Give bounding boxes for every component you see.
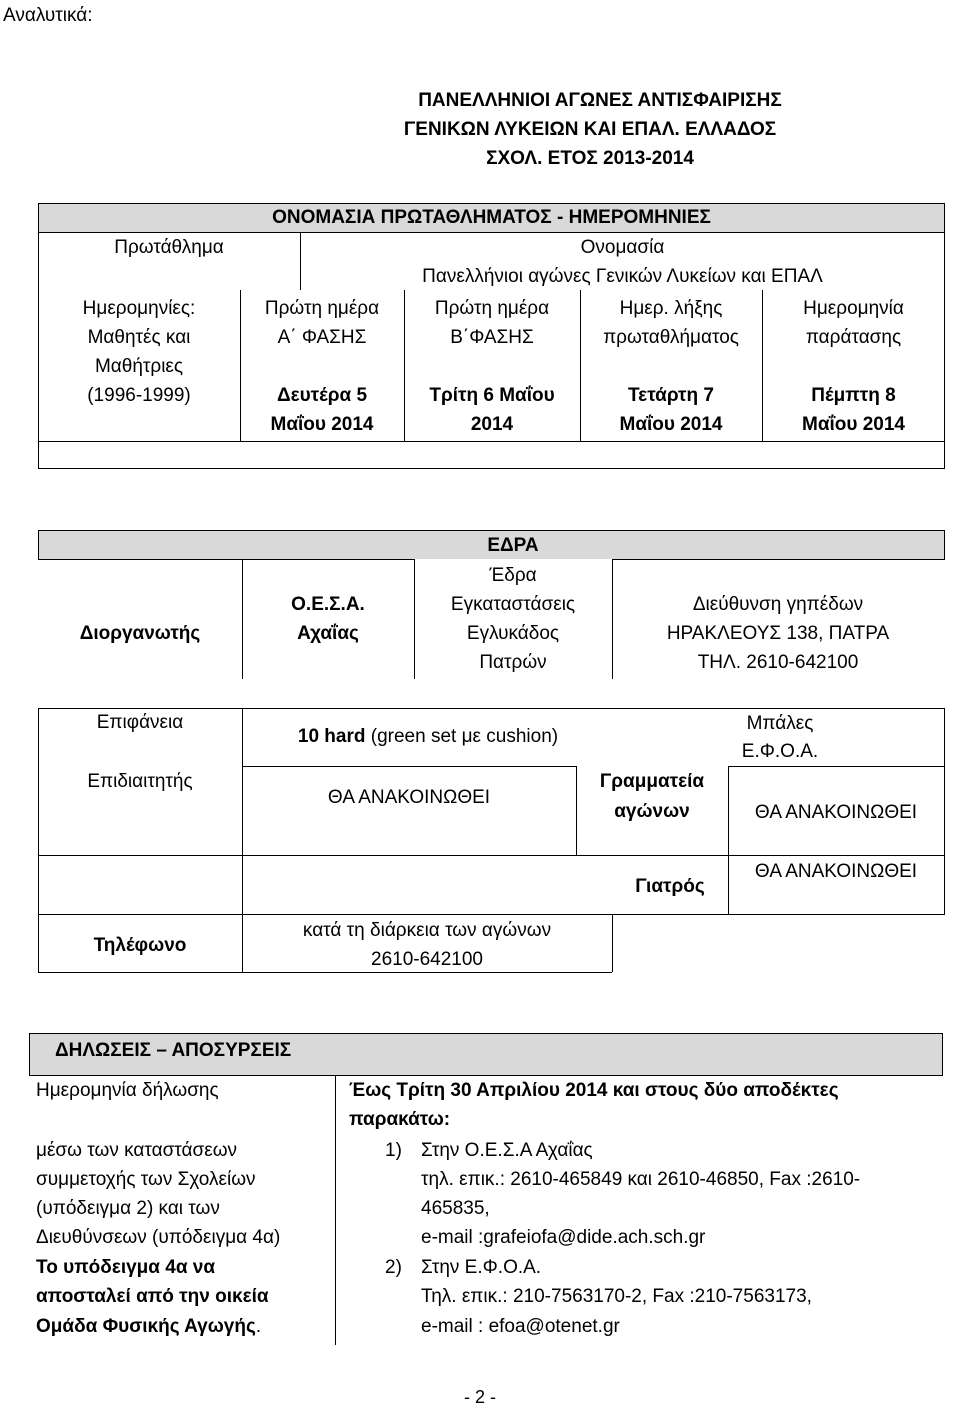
note-end: . xyxy=(255,1316,262,1337)
extension-label-2: παράτασης xyxy=(805,327,902,348)
referee-label: Επιδιαιτητής xyxy=(87,771,193,792)
heading-line-3: ΣΧΟΛ. ΕΤΟΣ 2013-2014 xyxy=(486,148,694,169)
extension-label-1: Ημερομηνία xyxy=(803,298,904,319)
seat-line-4: Πατρών xyxy=(479,652,547,673)
method-line-4: Διευθύνσεων (υπόδειγμα 4α) xyxy=(36,1227,281,1248)
referee-value: ΘΑ ΑΝΑΚΟΙΝΩΘΕΙ xyxy=(327,787,491,808)
phase-a-label-2: Α΄ ΦΑΣΗΣ xyxy=(277,327,367,348)
end-date-1: Τετάρτη 7 xyxy=(627,385,714,406)
address-line-3: ΤΗΛ. 2610-642100 xyxy=(697,652,859,673)
organizer-label: Διοργανωτής xyxy=(79,623,201,644)
recipient-1-phone: τηλ. επικ.: 2610-465849 και 2610-46850, Fax :2610- xyxy=(421,1169,861,1190)
surface-label: Επιφάνεια xyxy=(96,712,184,733)
note-line-2: αποσταλεί από την οικεία xyxy=(36,1286,269,1307)
end-date-label-1: Ημερ. λήξης xyxy=(619,298,723,319)
seat-line-3: Εγλυκάδος xyxy=(466,623,560,644)
surface-value xyxy=(242,722,614,751)
method-line-2: συμμετοχής των Σχολείων xyxy=(36,1169,256,1190)
extension-date-1: Πέμπτη 8 xyxy=(811,385,896,406)
phase-a-date-1: Δευτέρα 5 xyxy=(276,385,368,406)
recipient-1-num: 1) xyxy=(385,1140,402,1161)
seat-header: ΕΔΡΑ xyxy=(487,535,539,556)
organizer-line-2: Αχαΐας xyxy=(297,623,359,644)
recipient-1-name: Στην Ο.Ε.Σ.Α Αχαΐας xyxy=(421,1140,593,1161)
balls-line-1: Μπάλες xyxy=(746,713,814,734)
declarations-header: ΔΗΛΩΣΕΙΣ – ΑΠΟΣΥΡΣΕΙΣ xyxy=(55,1040,292,1061)
phase-b-label-1: Πρώτη ημέρα xyxy=(434,298,550,319)
note-line-3: Ομάδα Φυσικής Αγωγής xyxy=(36,1316,256,1337)
heading-line-2: ΓΕΝΙΚΩΝ ΛΥΚΕΙΩΝ ΚΑΙ ΕΠΑΛ. ΕΛΛΑΔΟΣ xyxy=(403,119,777,140)
note-line-1: Το υπόδειγμα 4α να xyxy=(36,1257,216,1278)
recipient-1-email: e-mail :grafeiofa@dide.ach.sch.gr xyxy=(421,1227,706,1248)
deadline-line-2: παρακάτω: xyxy=(349,1109,451,1130)
secretariat-line-1: Γραμματεία xyxy=(599,771,705,792)
recipient-1-fax-cont: 465835, xyxy=(421,1198,490,1219)
phase-b-date-1: Τρίτη 6 Μαΐου xyxy=(429,385,555,406)
phase-a-date-2: Μαΐου 2014 xyxy=(270,414,374,435)
doctor-value: ΘΑ ΑΝΑΚΟΙΝΩΘΕΙ xyxy=(754,861,918,882)
phone-line-1: κατά τη διάρκεια των αγώνων xyxy=(302,920,552,941)
doctor-label: Γιατρός xyxy=(635,876,705,897)
method-line-3: (υπόδειγμα 2) και των xyxy=(36,1198,220,1219)
phase-b-label-2: Β΄ΦΑΣΗΣ xyxy=(450,327,534,348)
dates-label-1: Ημερομηνίες: xyxy=(82,298,196,319)
surface-detail: (green set με cushion) xyxy=(365,726,559,747)
surface-type: 10 hard xyxy=(297,726,366,747)
method-line-1: μέσω των καταστάσεων xyxy=(36,1140,238,1161)
phone-line-2: 2610-642100 xyxy=(371,949,483,970)
dates-label-3: Μαθήτριες xyxy=(94,356,184,377)
table1-header: ΟΝΟΜΑΣΙΑ ΠΡΩΤΑΘΛΗΜΑΤΟΣ - ΗΜΕΡΟΜΗΝΙΕΣ xyxy=(272,207,711,228)
phone-label: Τηλέφωνο xyxy=(93,935,187,956)
end-date-label-2: πρωταθλήματος xyxy=(603,327,739,348)
section-title: Αναλυτικά: xyxy=(3,5,93,26)
secretariat-line-2: αγώνων xyxy=(614,801,690,822)
dates-label-2: Μαθητές και xyxy=(87,327,191,348)
seat-line-1: Έδρα xyxy=(489,565,537,586)
recipient-2-email: e-mail : efoa@otenet.gr xyxy=(421,1316,620,1337)
deadline-line-1: Έως Τρίτη 30 Απριλίου 2014 και στους δύο αποδέκτες xyxy=(349,1080,839,1101)
recipient-2-num: 2) xyxy=(385,1257,402,1278)
note-line-3-wrap xyxy=(36,1312,261,1341)
championship-label: Πρωτάθλημα xyxy=(114,237,224,258)
phase-a-label-1: Πρώτη ημέρα xyxy=(264,298,380,319)
heading-line-1: ΠΑΝΕΛΛΗΝΙΟΙ ΑΓΩΝΕΣ ΑΝΤΙΣΦΑΙΡΙΣΗΣ xyxy=(418,90,782,111)
end-date-2: Μαΐου 2014 xyxy=(619,414,723,435)
balls-line-2: Ε.Φ.Ο.Α. xyxy=(741,741,819,762)
address-line-1: Διεύθυνση γηπέδων xyxy=(692,594,864,615)
dates-label-4: (1996-1999) xyxy=(87,385,191,406)
page-number: - 2 - xyxy=(463,1387,496,1407)
phase-b-date-2: 2014 xyxy=(470,414,514,435)
organizer-line-1: Ο.Ε.Σ.Α. xyxy=(291,594,365,615)
recipient-2-phone: Τηλ. επικ.: 210-7563170-2, Fax :210-7563173, xyxy=(421,1286,812,1307)
extension-date-2: Μαΐου 2014 xyxy=(802,414,905,435)
seat-line-2: Εγκαταστάσεις xyxy=(450,594,576,615)
declaration-date-label: Ημερομηνία δήλωσης xyxy=(36,1080,219,1101)
name-value: Πανελλήνιοι αγώνες Γενικών Λυκείων και ΕΠΑΛ xyxy=(422,266,823,287)
recipient-2-name: Στην Ε.Φ.Ο.Α. xyxy=(421,1257,542,1278)
name-label: Ονομασία xyxy=(580,237,665,258)
secretariat-value: ΘΑ ΑΝΑΚΟΙΝΩΘΕΙ xyxy=(754,802,918,823)
address-line-2: ΗΡΑΚΛΕΟΥΣ 138, ΠΑΤΡΑ xyxy=(666,623,890,644)
